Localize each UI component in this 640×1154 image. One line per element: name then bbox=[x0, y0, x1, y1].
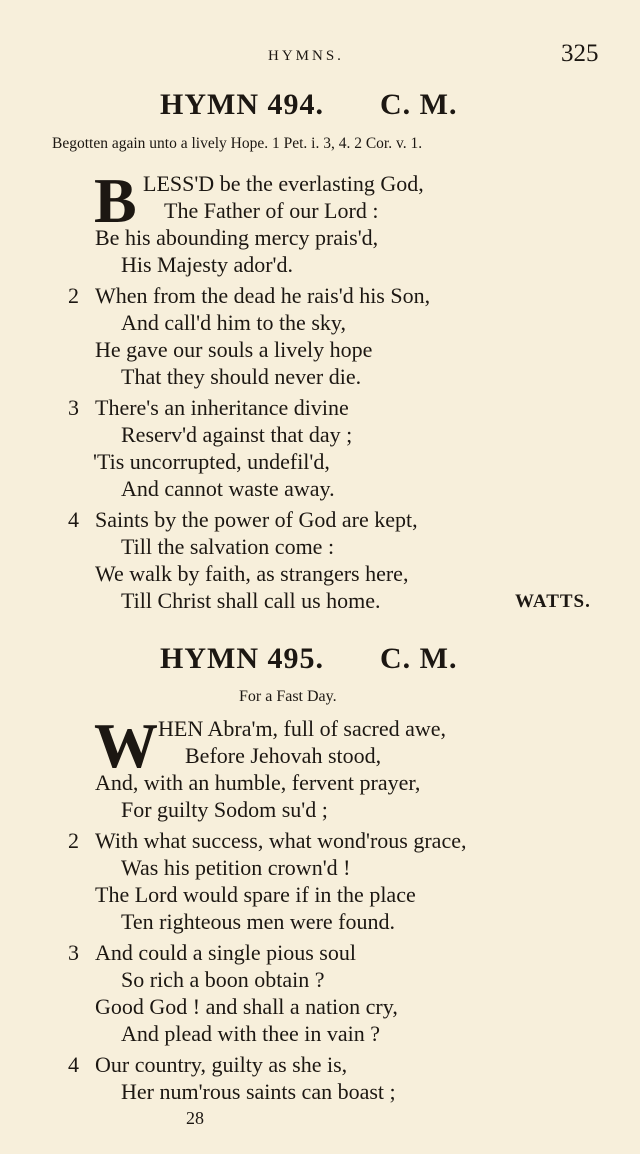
stanza-number: 3 bbox=[68, 940, 79, 965]
stanza-number: 2 bbox=[68, 828, 79, 853]
author-attribution: WATTS. bbox=[515, 591, 591, 612]
hymn-495-meter: C. M. bbox=[380, 642, 458, 675]
stanza-line: There's an inheritance divine bbox=[95, 395, 349, 420]
stanza-line: His Majesty ador'd. bbox=[121, 252, 293, 277]
stanza-line: And plead with thee in vain ? bbox=[121, 1021, 381, 1046]
printer-signature: 28 bbox=[186, 1108, 204, 1128]
hymn-494-subtitle: Begotten again unto a lively Hope. 1 Pet. i. 3, 4. 2 Cor. v. 1. bbox=[52, 135, 423, 152]
stanza-line: Till Christ shall call us home. bbox=[121, 588, 381, 613]
stanza-line: For guilty Sodom su'd ; bbox=[121, 797, 328, 822]
stanza-line: HEN Abra'm, full of sacred awe, bbox=[158, 716, 447, 741]
stanza-line: Before Jehovah stood, bbox=[185, 743, 382, 768]
stanza-line: Ten righteous men were found. bbox=[121, 909, 395, 934]
stanza-line: LESS'D be the everlasting God, bbox=[143, 171, 424, 196]
stanza-line: When from the dead he rais'd his Son, bbox=[95, 283, 431, 308]
stanza-line: He gave our souls a lively hope bbox=[95, 337, 373, 362]
stanza-line: The Father of our Lord : bbox=[164, 198, 379, 223]
stanza-line: Till the salvation come : bbox=[121, 534, 335, 559]
stanza-line: With what success, what wond'rous grace, bbox=[95, 828, 467, 853]
running-head: HYMNS. bbox=[268, 48, 344, 64]
stanza-line: Saints by the power of God are kept, bbox=[95, 507, 418, 532]
stanza-line: And cannot waste away. bbox=[121, 476, 335, 501]
hymn-494-meter: C. M. bbox=[380, 88, 458, 121]
drop-cap-b: B bbox=[94, 165, 137, 236]
stanza-line: The Lord would spare if in the place bbox=[95, 882, 416, 907]
page-number: 325 bbox=[561, 40, 599, 67]
hymn-494-title: HYMN 494. bbox=[160, 88, 324, 121]
stanza-number: 4 bbox=[68, 1052, 79, 1077]
stanza-line: We walk by faith, as strangers here, bbox=[95, 561, 409, 586]
stanza-line: And call'd him to the sky, bbox=[121, 310, 346, 335]
stanza-line: Be his abounding mercy prais'd, bbox=[95, 225, 379, 250]
stanza-line: Our country, guilty as she is, bbox=[95, 1052, 348, 1077]
stanza-line: And, with an humble, fervent prayer, bbox=[95, 770, 421, 795]
hymn-495-subtitle: For a Fast Day. bbox=[239, 688, 337, 705]
stanza-line: 'Tis uncorrupted, undefil'd, bbox=[93, 449, 330, 474]
stanza-number: 2 bbox=[68, 283, 79, 308]
stanza-line: And could a single pious soul bbox=[95, 940, 356, 965]
drop-cap-w: W bbox=[94, 710, 158, 781]
stanza-line: That they should never die. bbox=[121, 364, 362, 389]
stanza-line: Was his petition crown'd ! bbox=[121, 855, 351, 880]
hymn-495-title: HYMN 495. bbox=[160, 642, 324, 675]
stanza-line: Good God ! and shall a nation cry, bbox=[95, 994, 398, 1019]
stanza-line: Reserv'd against that day ; bbox=[121, 422, 353, 447]
stanza-line: So rich a boon obtain ? bbox=[121, 967, 325, 992]
stanza-number: 4 bbox=[68, 507, 79, 532]
stanza-line: Her num'rous saints can boast ; bbox=[121, 1079, 396, 1104]
stanza-number: 3 bbox=[68, 395, 79, 420]
